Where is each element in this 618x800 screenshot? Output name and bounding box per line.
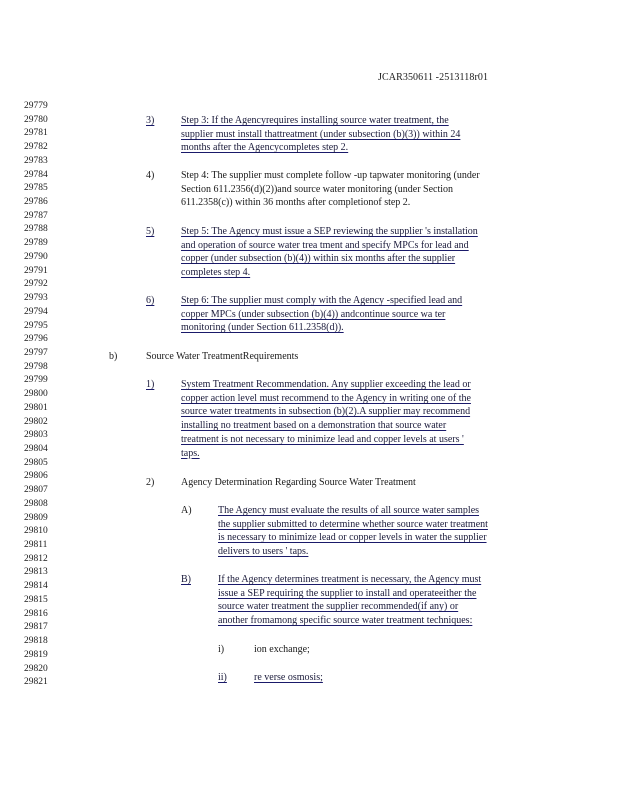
text-line: Step 4: The supplier must complete follow -up tapwater monitoring (under	[181, 170, 480, 181]
line-number: 29797	[24, 347, 48, 358]
item-label-step-6: 6)	[146, 295, 155, 306]
text-line: taps.	[181, 447, 200, 459]
line-number: 29794	[24, 306, 48, 317]
item-label-A: A)	[181, 505, 192, 516]
text-line: is necessary to minimize lead or copper levels in water the supplier	[218, 532, 487, 544]
item-label-ii: ii)	[218, 672, 227, 683]
text-line: another fromamong specific source water treatment techniques:	[218, 615, 473, 627]
line-number: 29781	[24, 128, 48, 139]
section-label-b: b)	[109, 351, 118, 362]
line-number: 29820	[24, 663, 48, 674]
line-number: 29812	[24, 553, 48, 564]
line-number: 29809	[24, 512, 48, 523]
line-number: 29783	[24, 155, 48, 166]
line-number: 29818	[24, 636, 48, 647]
text-line: copper action level must recommend to the Agency in writing one of the	[181, 392, 471, 404]
line-number: 29808	[24, 498, 48, 509]
item-label-1: 1)	[146, 379, 155, 390]
line-number: 29821	[24, 677, 48, 688]
document-id: JCAR350611 -2513118r01	[378, 72, 489, 83]
line-number: 29787	[24, 210, 48, 221]
text-line: Section 611.2356(d)(2))and source water monitoring (under Section	[181, 183, 454, 195]
line-number: 29795	[24, 320, 48, 331]
text-line: The Agency must evaluate the results of all source water samples	[218, 505, 480, 516]
line-number: 29780	[24, 114, 48, 125]
line-number: 29793	[24, 293, 48, 304]
item-label-i: i)	[218, 644, 225, 655]
text-line: the supplier submitted to determine whether source water treatment	[218, 518, 488, 530]
item-label-step-3: 3)	[146, 115, 155, 126]
text-line: Step 5: The Agency must issue a SEP reviewing the supplier 's installation	[181, 226, 478, 237]
line-number: 29796	[24, 334, 48, 345]
line-number: 29814	[24, 581, 48, 592]
text-line: Step 6: The supplier must comply with the Agency -specified lead and	[181, 295, 463, 306]
line-number: 29805	[24, 457, 48, 468]
item-label-2: 2)	[146, 477, 155, 488]
text-line: months after the Agencycompletes step 2.	[181, 142, 349, 154]
text-line: re verse osmosis;	[254, 672, 323, 683]
line-number: 29804	[24, 444, 48, 454]
line-number: 29798	[24, 361, 48, 372]
line-number: 29782	[24, 142, 48, 153]
line-number: 29806	[24, 471, 48, 482]
line-number: 29790	[24, 251, 48, 262]
line-number: 29801	[24, 402, 48, 413]
text-line: source water treatments in subsection (b)(2).A supplier may recommend	[181, 406, 471, 418]
item-label-step-5: 5)	[146, 226, 155, 237]
text-line: supplier must install thattreatment (under subsection (b)(3)) within 24	[181, 128, 461, 140]
heading-agency-determination	[181, 476, 541, 490]
line-number: 29800	[24, 389, 48, 400]
line-number: 29786	[24, 197, 48, 208]
technique-reverse-osmosis	[254, 671, 454, 685]
text-line: System Treatment Recommendation. Any supplier exceeding the lead or	[181, 379, 471, 390]
paragraph-system-treatment-recommendation	[181, 378, 541, 460]
paragraph-B	[218, 573, 548, 628]
line-number: 29815	[24, 594, 48, 605]
text-line: treatment is not necessary to minimize lead and copper levels at users '	[181, 433, 464, 445]
text-line: If the Agency determines treatment is necessary, the Agency must	[218, 574, 482, 585]
paragraph-step-6	[181, 294, 541, 335]
text-line: issue a SEP requiring the supplier to install and operateeither the	[218, 587, 477, 599]
text-line: Source Water TreatmentRequirements	[146, 351, 299, 362]
line-number: 29792	[24, 279, 48, 290]
line-number: 29784	[24, 169, 48, 180]
line-number: 29803	[24, 430, 48, 441]
text-line: source water treatment the supplier recommended(if any) or	[218, 601, 459, 613]
text-line: ion exchange;	[254, 644, 310, 655]
text-line: copper (under subsection (b)(4)) within six months after the supplier	[181, 253, 456, 265]
line-number: 29802	[24, 416, 48, 427]
paragraph-A	[218, 504, 548, 559]
line-number: 29785	[24, 183, 48, 194]
line-number: 29799	[24, 375, 48, 386]
paragraph-step-3	[181, 114, 521, 155]
text-line: monitoring (under Section 611.2358(d)).	[181, 322, 344, 334]
line-number: 29788	[24, 224, 48, 235]
item-label-B: B)	[181, 574, 191, 585]
line-number: 29810	[24, 526, 48, 537]
text-line: 611.2358(c)) within 36 months after completionof step 2.	[181, 197, 411, 209]
technique-ion-exchange	[254, 643, 454, 657]
item-label-step-4: 4)	[146, 170, 155, 181]
text-line: copper MPCs (under subsection (b)(4)) andcontinue source wa ter	[181, 308, 446, 320]
line-number: 29813	[24, 567, 48, 578]
line-number: 29817	[24, 622, 48, 633]
text-line: and operation of source water trea tment and specify MPCs for lead and	[181, 239, 469, 251]
text-line: delivers to users ' taps.	[218, 546, 309, 558]
line-number: 29811	[24, 540, 48, 551]
line-number: 29819	[24, 649, 48, 660]
section-heading-source-water-treatment	[146, 350, 446, 364]
paragraph-step-4	[181, 169, 541, 210]
paragraph-step-5	[181, 225, 541, 280]
line-number: 29807	[24, 485, 48, 496]
line-number: 29791	[24, 265, 48, 276]
line-number: 29779	[24, 101, 48, 111]
text-line: installing no treatment based on a demonstration that source water	[181, 420, 447, 432]
text-line: Step 3: If the Agencyrequires installing source water treatment, the	[181, 115, 449, 126]
text-line: completes step 4.	[181, 267, 251, 279]
line-number: 29816	[24, 608, 48, 619]
text-line: Agency Determination Regarding Source Water Treatment	[181, 477, 416, 488]
line-number: 29789	[24, 238, 48, 249]
